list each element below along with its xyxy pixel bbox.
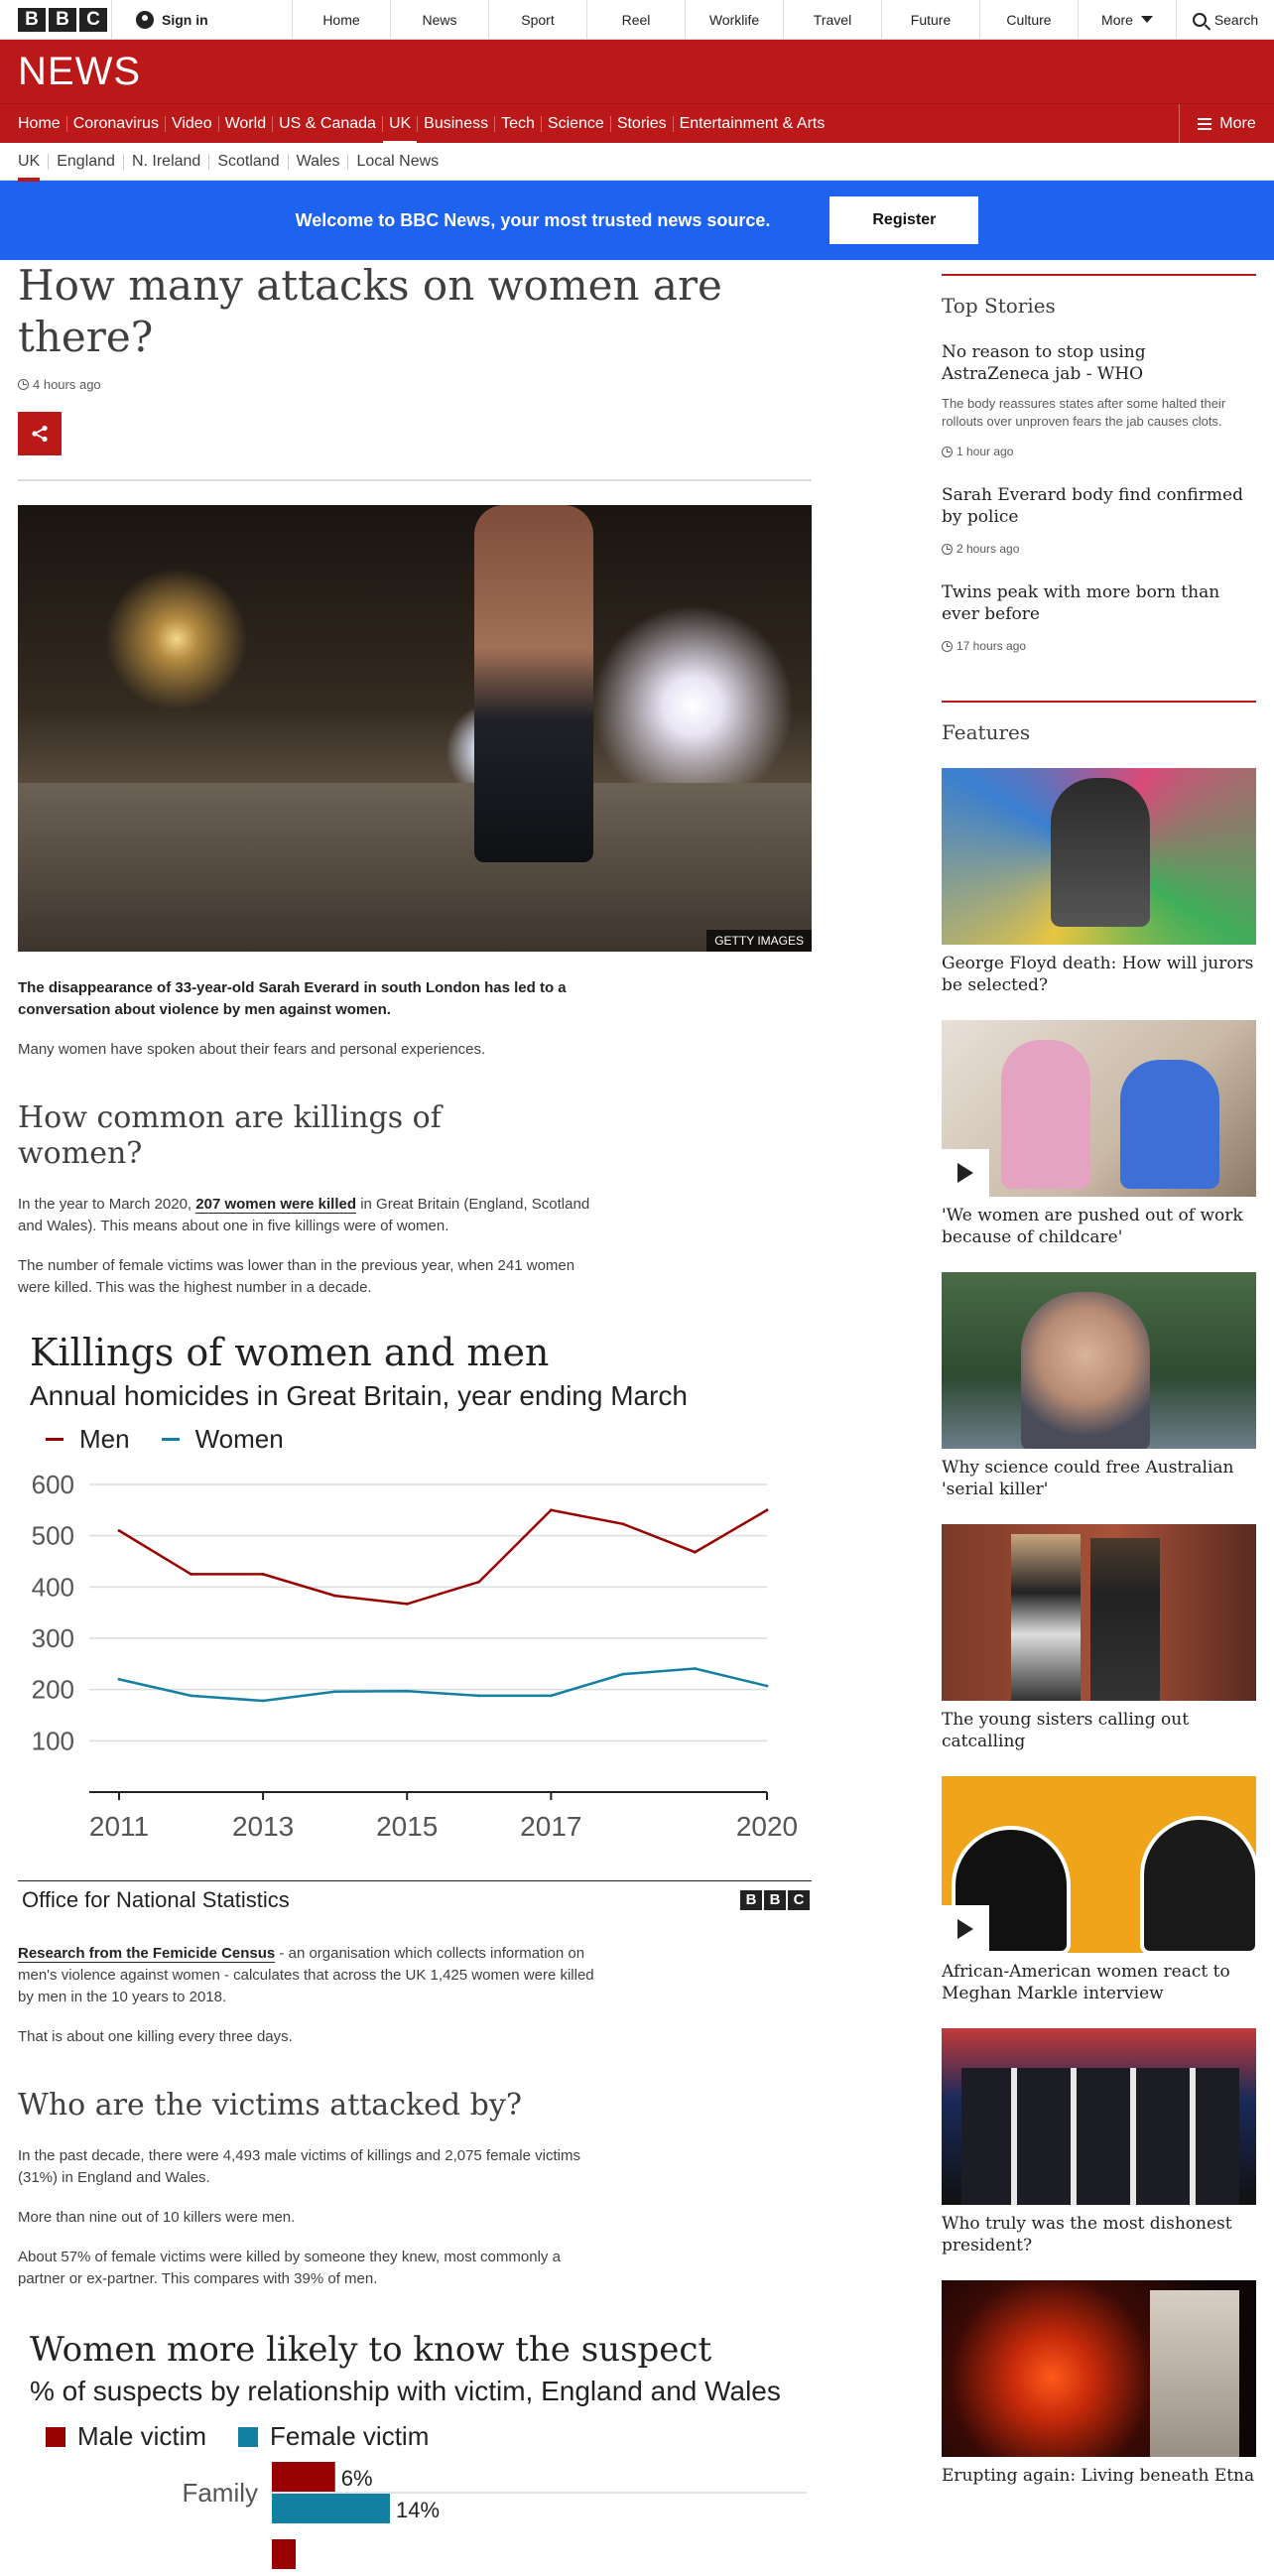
nav-sport[interactable]: Sport <box>488 0 586 39</box>
share-button[interactable] <box>18 412 62 455</box>
x-tick-label: 2020 <box>735 1811 799 1842</box>
data-point-men <box>477 1581 480 1584</box>
nav-culture[interactable]: Culture <box>979 0 1078 39</box>
bar-chart-plot <box>18 2452 812 2571</box>
clock-icon <box>942 641 953 652</box>
banner-message: Welcome to BBC News, your most trusted news source. <box>295 209 771 230</box>
section-tech[interactable]: Tech <box>494 116 541 132</box>
feature-card[interactable] <box>942 1272 1256 1500</box>
section-home[interactable]: Home <box>18 114 61 132</box>
story-time <box>942 445 1256 458</box>
chart-subtitle: Annual homicides in Great Britain, year ending March <box>30 1380 689 1411</box>
register-button[interactable]: Register <box>829 196 978 244</box>
y-tick-label: 600 <box>31 1470 74 1499</box>
image-portrait <box>1051 778 1150 927</box>
chevron-down-icon <box>1141 16 1153 23</box>
feature-image <box>942 2280 1256 2457</box>
image-portrait <box>1021 1292 1150 1449</box>
feature-image <box>942 1272 1256 1449</box>
story-time <box>942 639 1256 653</box>
nav-more-button[interactable] <box>1078 0 1176 39</box>
data-point-men <box>406 1603 409 1606</box>
category-label: Family <box>182 2478 258 2508</box>
feature-card[interactable] <box>942 2280 1256 2487</box>
feature-image <box>942 2028 1256 2205</box>
chart-title: Killings of women and men <box>30 1331 550 1374</box>
clock-icon <box>18 379 29 390</box>
feature-card[interactable] <box>942 1524 1256 1752</box>
feature-card[interactable] <box>942 768 1256 996</box>
more-label: More <box>1219 114 1256 132</box>
nav-worklife[interactable]: Worklife <box>685 0 783 39</box>
image-street <box>18 783 812 952</box>
menu-icon <box>1198 118 1211 130</box>
inline-link[interactable]: Research from the Femicide Census <box>18 1945 276 1962</box>
paragraph-text: In the year to March 2020, <box>18 1196 196 1213</box>
article-lead: The disappearance of 33-year-old Sarah Everard in south London has led to a conversation about violence by men against women. <box>18 979 567 1018</box>
hero-image <box>18 505 812 952</box>
nav-future[interactable]: Future <box>881 0 979 39</box>
inline-link[interactable]: 207 women were killed <box>195 1196 357 1213</box>
share-icon <box>31 425 49 443</box>
x-tick-label: 2013 <box>231 1811 295 1842</box>
paragraph <box>18 1194 603 1237</box>
data-point-men <box>118 1529 121 1532</box>
line-chart <box>18 1331 812 1913</box>
feature-caption[interactable]: Why science could free Australian 'serial killer' <box>942 1458 1234 1499</box>
legend-swatch-female <box>238 2427 258 2447</box>
section-stories[interactable]: Stories <box>610 116 673 132</box>
global-nav <box>0 0 1274 40</box>
section-nav <box>0 103 1274 143</box>
legend-label-men: Men <box>79 1424 130 1454</box>
series-line-women <box>119 1668 767 1701</box>
time-text: 17 hours ago <box>956 639 1027 653</box>
x-tick-label: 2017 <box>520 1811 582 1842</box>
play-icon[interactable] <box>942 1149 989 1197</box>
top-story[interactable] <box>942 581 1256 653</box>
paragraph-text: - an organisation which collects information on men's violence against women - calculates that across the UK 1,425 women were killed by men in the 10 years to 2018. <box>18 1945 594 2005</box>
more-label: More <box>1101 11 1133 28</box>
subnav-england[interactable]: England <box>48 154 123 170</box>
logo-letter: B <box>18 8 46 32</box>
section-coronavirus[interactable]: Coronavirus <box>66 116 165 132</box>
story-headline[interactable]: No reason to stop using AstraZeneca jab - WHO <box>942 342 1146 384</box>
chart-legend <box>18 1424 812 1455</box>
logo-letter: C <box>79 8 107 32</box>
feature-caption[interactable]: 'We women are pushed out of work because of childcare' <box>942 1206 1243 1247</box>
y-tick-label: 100 <box>31 1726 74 1756</box>
section-world[interactable]: World <box>218 116 273 132</box>
image-pedestrian <box>474 505 593 862</box>
bar-female-victim <box>272 2494 390 2523</box>
paragraph <box>18 1943 603 2008</box>
feature-caption[interactable]: Who truly was the most dishonest president? <box>942 2214 1232 2255</box>
nav-reel[interactable]: Reel <box>586 0 685 39</box>
article-title: How many attacks on women are there? <box>18 261 722 361</box>
divider <box>18 479 812 481</box>
legend-swatch-male <box>46 2427 65 2447</box>
nav-home[interactable]: Home <box>292 0 390 39</box>
paragraph: About 57% of female victims were killed by someone they knew, most commonly a partner or ex-partner. This compares with 39% of men. <box>18 2249 561 2287</box>
news-wordmark[interactable]: NEWS <box>18 49 141 93</box>
data-point-women <box>262 1700 265 1703</box>
chart-source <box>18 1880 812 1913</box>
feature-image <box>942 768 1256 945</box>
subheading: How common are killings of women? <box>18 1100 442 1171</box>
image-presidents <box>961 2068 1239 2205</box>
data-point-women <box>333 1690 336 1693</box>
data-point-women <box>477 1694 480 1697</box>
subnav-scotland[interactable]: Scotland <box>208 154 287 170</box>
image-person <box>1011 1534 1081 1701</box>
y-tick-label: 200 <box>31 1674 74 1705</box>
data-label: 6% <box>340 2466 373 2491</box>
series-line-men <box>119 1510 767 1605</box>
data-point-men <box>333 1595 336 1598</box>
news-header <box>0 40 1274 103</box>
y-tick-label: 300 <box>31 1623 74 1653</box>
timestamp-text: 4 hours ago <box>33 377 101 392</box>
source-text: Office for National Statistics <box>22 1887 290 1912</box>
sign-in-link[interactable] <box>111 0 292 39</box>
paragraph: Many women have spoken about their fears and personal experiences. <box>18 1041 486 1058</box>
feature-image <box>942 1524 1256 1701</box>
story-headline[interactable]: Sarah Everard body find confirmed by police <box>942 485 1243 527</box>
logo-letter: C <box>788 1890 810 1910</box>
section-uk[interactable]: UK <box>382 116 417 132</box>
feature-card[interactable] <box>942 2028 1256 2256</box>
time-text: 1 hour ago <box>956 445 1014 458</box>
legend-label-female: Female victim <box>270 2421 430 2451</box>
feature-card[interactable] <box>942 1020 1256 1248</box>
play-icon[interactable] <box>942 1905 989 1953</box>
x-tick-label: 2015 <box>376 1811 439 1842</box>
subnav-wales[interactable]: Wales <box>288 154 348 170</box>
legend-swatch-women <box>162 1438 180 1441</box>
paragraph: That is about one killing every three days. <box>18 2028 293 2045</box>
top-stories-heading: Top Stories <box>942 274 1256 318</box>
subheading: Who are the victims attacked by? <box>18 2088 522 2123</box>
section-more-button[interactable] <box>1179 104 1274 143</box>
section-video[interactable]: Video <box>165 116 218 132</box>
image-church <box>1150 2290 1239 2457</box>
legend-label-women: Women <box>194 1424 284 1454</box>
image-person <box>1120 1060 1219 1189</box>
feature-image <box>942 1776 1256 1953</box>
welcome-banner <box>0 181 1274 260</box>
time-text: 2 hours ago <box>956 542 1020 556</box>
search-label: Search <box>1213 11 1259 28</box>
top-story[interactable] <box>942 484 1256 556</box>
image-person <box>1090 1538 1160 1701</box>
data-point-women <box>406 1690 409 1693</box>
story-headline[interactable]: Twins peak with more born than ever before <box>942 582 1220 624</box>
sidebar <box>942 274 1256 2487</box>
data-point-men <box>766 1508 769 1511</box>
section-entertainment-arts[interactable]: Entertainment & Arts <box>673 116 831 132</box>
y-tick-label: 400 <box>31 1572 74 1603</box>
feature-card[interactable] <box>942 1776 1256 2004</box>
image-credit: GETTY IMAGES <box>706 930 812 952</box>
section-science[interactable]: Science <box>541 116 610 132</box>
features-heading: Features <box>942 701 1256 744</box>
subnav-n-ireland[interactable]: N. Ireland <box>123 154 208 170</box>
data-label: 14% <box>396 2498 441 2522</box>
data-point-women <box>190 1694 192 1697</box>
bar-male-victim <box>272 2462 335 2492</box>
feature-caption[interactable]: George Floyd death: How will jurors be selected? <box>942 954 1254 995</box>
y-tick-label: 500 <box>31 1520 74 1551</box>
data-point-men <box>694 1551 697 1554</box>
feature-caption[interactable]: African-American women react to Meghan Markle interview <box>942 1962 1230 2003</box>
chart-title: Women more likely to know the suspect <box>30 2330 712 2370</box>
subnav-uk[interactable]: UK <box>18 154 48 170</box>
search-icon <box>1193 13 1207 27</box>
account-icon <box>136 11 154 29</box>
article-timestamp <box>18 377 812 392</box>
line-chart-plot <box>18 1455 812 1871</box>
bar-chart <box>18 2330 812 2576</box>
data-point-women <box>766 1685 769 1688</box>
sign-in-label: Sign in <box>162 11 208 28</box>
legend-swatch-men <box>46 1438 64 1441</box>
nav-news[interactable]: News <box>390 0 488 39</box>
paragraph: The number of female victims was lower than in the previous year, when 241 women were killed. This was the highest number in a decade. <box>18 1257 575 1296</box>
logo-letter: B <box>740 1890 762 1910</box>
data-point-men <box>550 1508 553 1511</box>
data-point-women <box>621 1673 624 1676</box>
section-business[interactable]: Business <box>417 116 494 132</box>
image-portrait <box>1140 1816 1256 1953</box>
paragraph-text: in Great Britain (England, Scotland and Wales). This means about one in five killings were of women. <box>18 1196 590 1234</box>
subnav-local-news[interactable]: Local News <box>347 154 446 170</box>
data-point-men <box>262 1573 265 1576</box>
search-button[interactable] <box>1176 0 1274 39</box>
data-point-women <box>694 1667 697 1670</box>
paragraph: More than nine out of 10 killers were men. <box>18 2209 296 2226</box>
bbc-small-logo <box>740 1890 810 1910</box>
bar-male-victim <box>272 2539 296 2569</box>
nav-travel[interactable]: Travel <box>783 0 881 39</box>
legend-label-male: Male victim <box>77 2421 207 2451</box>
sub-nav <box>0 143 1274 181</box>
data-point-men <box>190 1573 192 1576</box>
clock-icon <box>942 544 953 555</box>
section-us-canada[interactable]: US & Canada <box>272 116 382 132</box>
x-tick-label: 2011 <box>88 1811 150 1842</box>
feature-image <box>942 1020 1256 1197</box>
story-time <box>942 542 1256 556</box>
feature-caption[interactable]: Erupting again: Living beneath Etna <box>942 2466 1255 2486</box>
image-person <box>1001 1040 1090 1189</box>
story-summary: The body reassures states after some halted their rollouts over unproven fears the jab causes clots. <box>942 396 1226 429</box>
top-story[interactable] <box>942 341 1256 458</box>
data-point-women <box>550 1694 553 1697</box>
logo-letter: B <box>764 1890 786 1910</box>
feature-caption[interactable]: The young sisters calling out catcalling <box>942 1710 1190 1751</box>
bbc-logo[interactable] <box>0 0 111 39</box>
data-point-women <box>118 1678 121 1681</box>
clock-icon <box>942 447 953 457</box>
article <box>18 260 812 2576</box>
chart-subtitle: % of suspects by relationship with victim, England and Wales <box>30 2376 781 2406</box>
logo-letter: B <box>49 8 76 32</box>
paragraph: In the past decade, there were 4,493 male victims of killings and 2,075 female victims (31%) in England and Wales. <box>18 2147 580 2186</box>
chart-legend <box>18 2421 812 2452</box>
data-point-men <box>621 1522 624 1525</box>
